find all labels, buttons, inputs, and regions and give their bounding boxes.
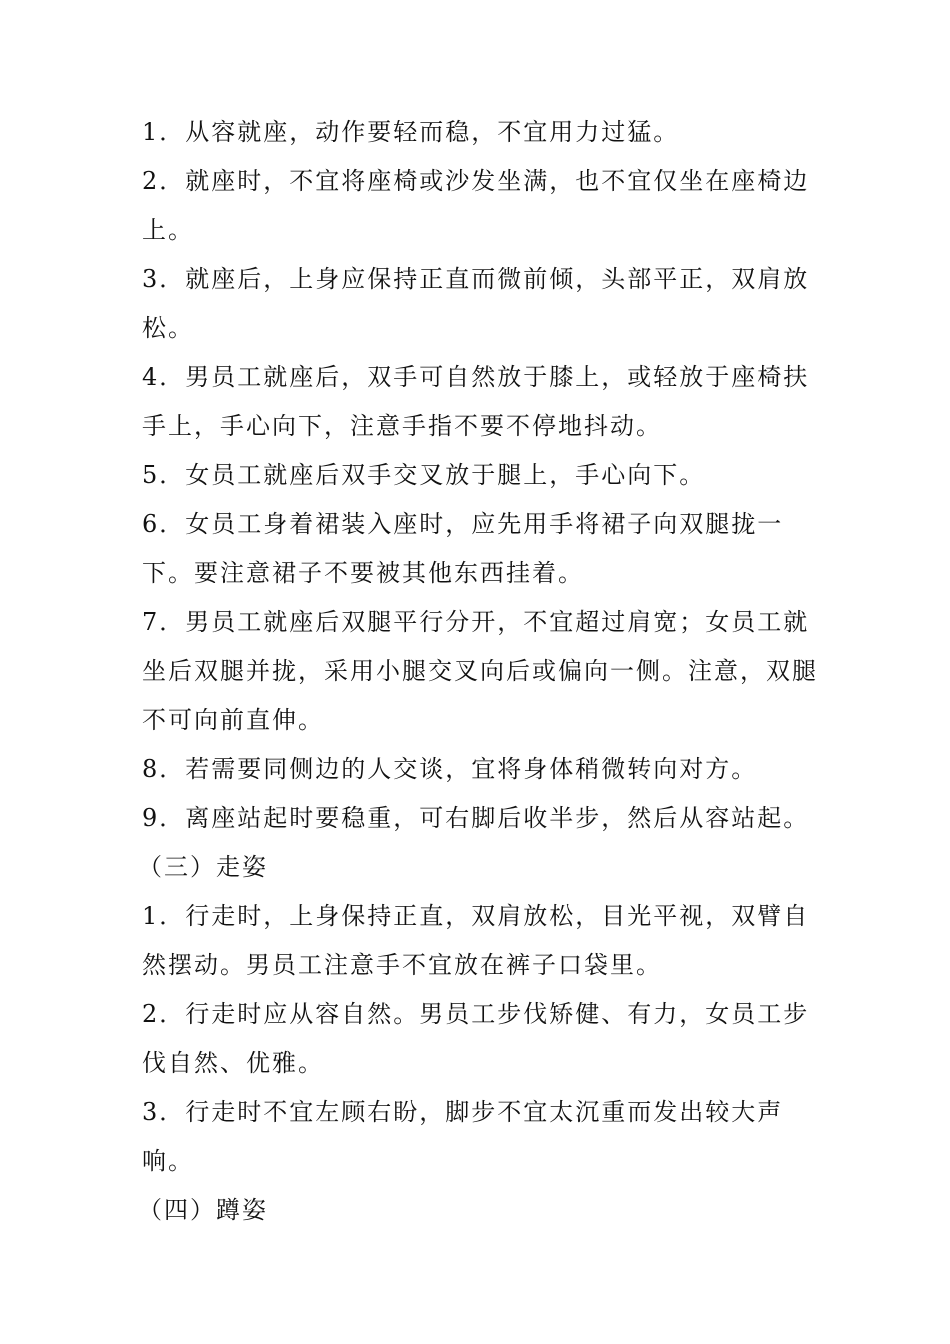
- paragraph-sitting-8: 8．若需要同侧边的人交谈，宜将身体稍微转向对方。: [142, 755, 758, 783]
- paragraph-sitting-9: 9．离座站起时要稳重，可右脚后收半步，然后从容站起。: [142, 804, 810, 832]
- section-heading-walking: （三）走姿: [138, 853, 268, 881]
- paragraph-sitting-6: 6．女员工身着裙装入座时，应先用手将裙子向双腿拢一下。要注意裙子不要被其他东西挂着。: [142, 510, 784, 587]
- paragraph-sitting-3: 3．就座后，上身应保持正直而微前倾，头部平正，双肩放松。: [142, 265, 810, 342]
- paragraph-walking-2: 2．行走时应从容自然。男员工步伐矫健、有力，女员工步伐自然、优雅。: [142, 1000, 810, 1077]
- paragraph-walking-3: 3．行走时不宜左顾右盼，脚步不宜太沉重而发出较大声响。: [142, 1098, 784, 1175]
- paragraph-sitting-5: 5．女员工就座后双手交叉放于腿上，手心向下。: [142, 461, 706, 489]
- paragraph-sitting-7: 7．男员工就座后双腿平行分开，不宜超过肩宽；女员工就坐后双腿并拢，采用小腿交叉向后或偏向一侧。注意，双腿不可向前直伸。: [142, 608, 818, 734]
- paragraph-sitting-4: 4．男员工就座后，双手可自然放于膝上，或轻放于座椅扶手上，手心向下，注意手指不要不停地抖动。: [142, 363, 810, 440]
- document-body: [138, 108, 822, 1235]
- paragraph-walking-1: 1．行走时，上身保持正直，双肩放松，目光平视，双臂自然摆动。男员工注意手不宜放在裤子口袋里。: [142, 902, 810, 979]
- section-heading-squatting: （四）蹲姿: [138, 1196, 268, 1224]
- paragraph-sitting-1: 1．从容就座，动作要轻而稳，不宜用力过猛。: [142, 118, 680, 146]
- paragraph-sitting-2: 2．就座时，不宜将座椅或沙发坐满，也不宜仅坐在座椅边上。: [142, 167, 810, 244]
